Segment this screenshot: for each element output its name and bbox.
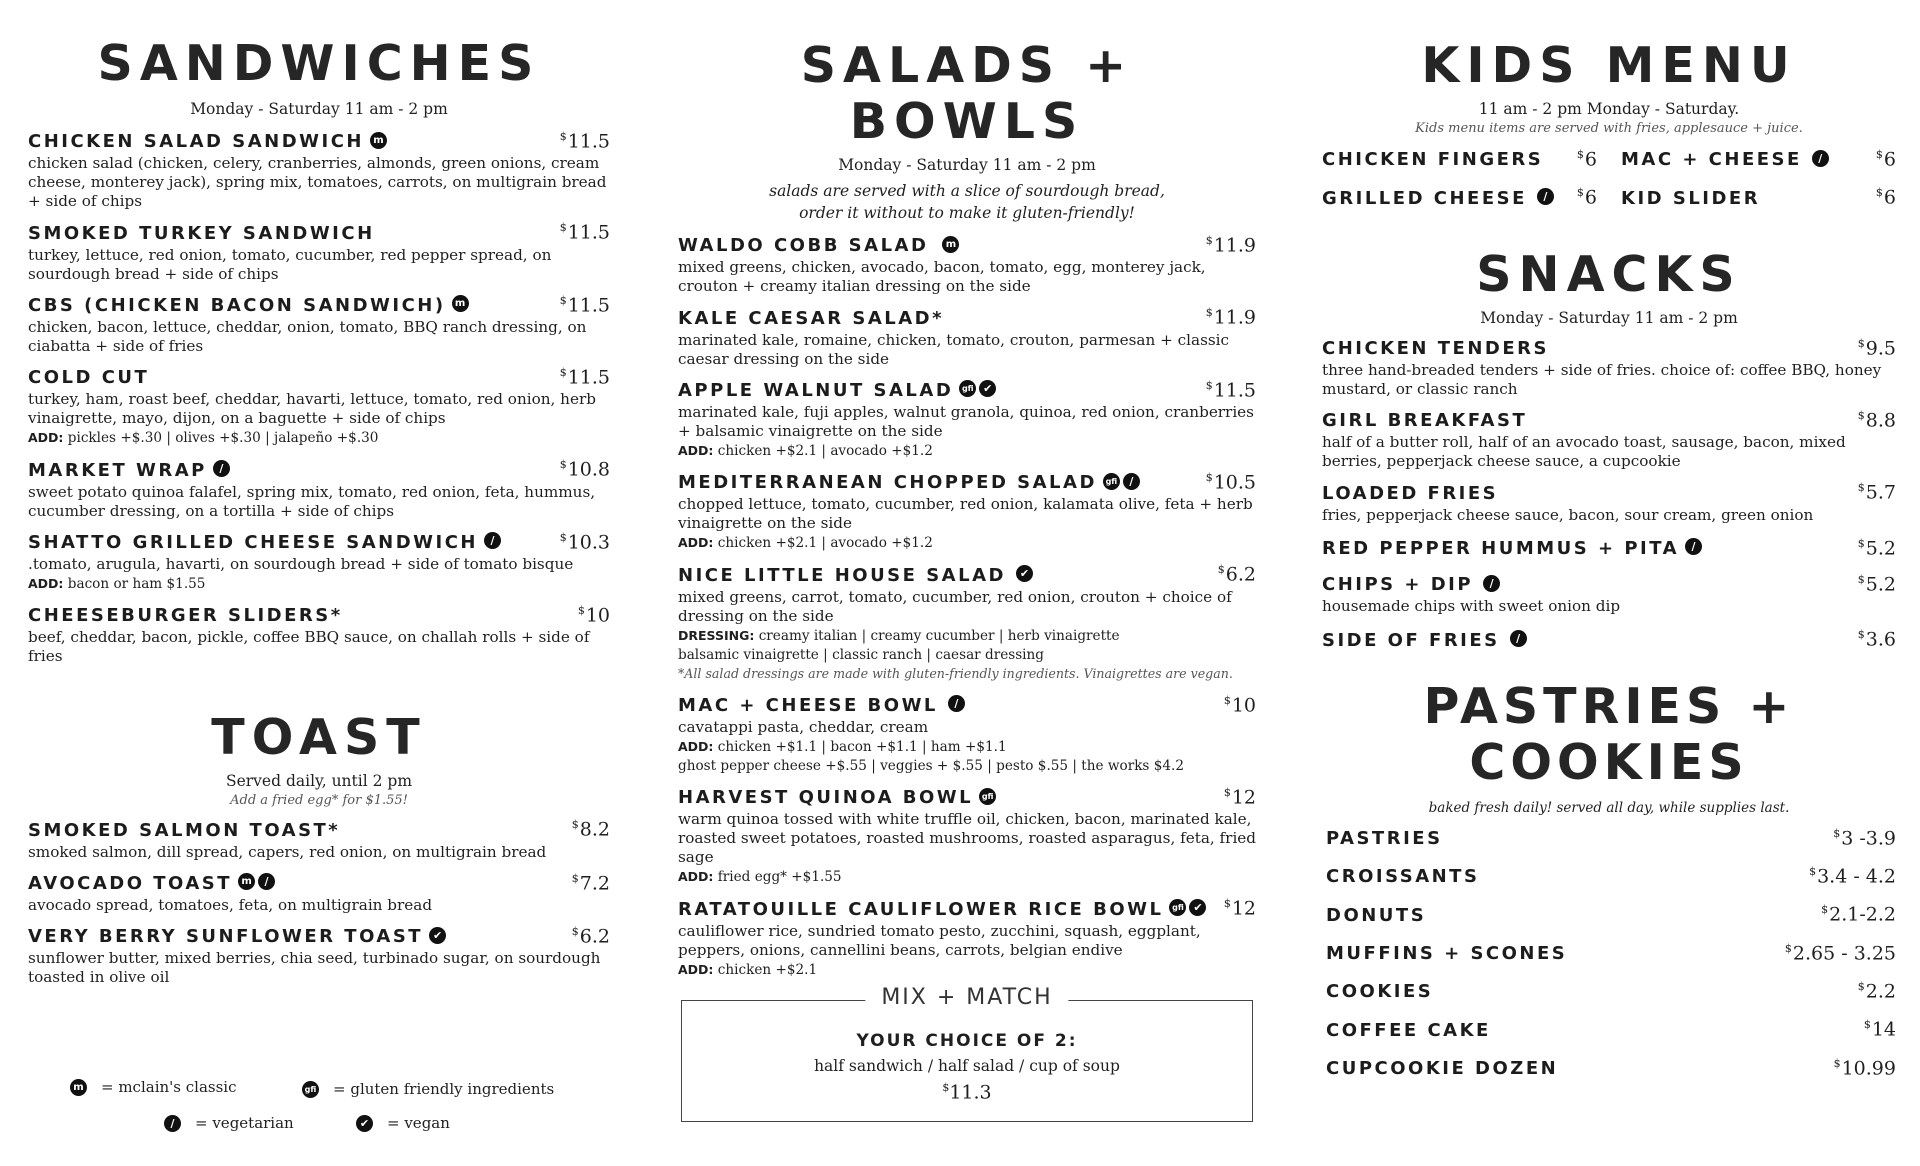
menu-item: [1322, 337, 1896, 399]
item-description: cavatappi pasta, cheddar, cream: [678, 717, 929, 736]
item-name: CROISSANTS: [1326, 866, 1480, 888]
menu-item: [1322, 409, 1896, 471]
item-description: marinated kale, romaine, chicken, tomato, crouton, parmesan + classic caesar dressing on the side: [678, 330, 1230, 368]
kids-row: [1322, 148, 1896, 172]
item-name: GRILLED CHEESE: [1322, 187, 1527, 209]
item-name: PASTRIES: [1326, 827, 1443, 849]
toast-note: Add a fried egg* for $1.55!: [230, 793, 408, 809]
item-price: $7.2: [571, 871, 610, 894]
mix-options: half sandwich / half salad / cup of soup: [814, 1057, 1120, 1075]
item-description: .tomato, arugula, havarti, on sourdough bread + side of tomato bisque: [28, 554, 574, 573]
item-name: COOKIES: [1326, 981, 1434, 1003]
item-name: CHICKEN SALAD SANDWICH: [28, 131, 364, 153]
menu-item: [1322, 903, 1896, 927]
menu-item: [1322, 148, 1597, 172]
legend-classic: m = mclain's classic: [70, 1078, 236, 1096]
item-name: VERY BERRY SUNFLOWER TOAST: [28, 926, 424, 948]
item-price: $12: [1223, 785, 1256, 809]
menu-item: [678, 306, 1256, 368]
vegetarian-icon: ∕: [1812, 150, 1829, 167]
gluten-friendly-icon: gfi: [302, 1081, 319, 1098]
vegetarian-icon: ∕: [948, 695, 965, 712]
item-price: $11.5: [559, 293, 610, 316]
toast-title: TOAST: [211, 709, 427, 767]
dressing-options-2: balsamic vinaigrette | classic ranch | caesar dressing: [678, 646, 1044, 663]
item-addons: ADD: chicken +$1.1 | bacon +$1.1 | ham +$1.1: [678, 738, 1007, 755]
item-name: SMOKED TURKEY SANDWICH: [28, 222, 375, 244]
item-name: CHIPS + DIP: [1322, 574, 1474, 596]
menu-item: [28, 221, 610, 283]
mclains-classic-icon: m: [70, 1079, 87, 1096]
item-description: turkey, lettuce, red onion, tomato, cucumber, red pepper spread, on sourdough bread + side of chips: [28, 245, 552, 283]
item-description: sunflower butter, mixed berries, chia seed, turbinado sugar, on sourdough toasted in olive oil: [28, 949, 601, 987]
item-description: turkey, ham, roast beef, cheddar, havarti, lettuce, tomato, red onion, herb vinaigrette, mayo, dijon, on a baguette + side of chips: [28, 390, 596, 428]
item-name: RATATOUILLE CAULIFLOWER RICE BOWL: [678, 898, 1164, 920]
mclains-classic-icon: m: [370, 132, 387, 149]
vegan-icon: ✔: [1016, 565, 1033, 582]
item-price: $10: [577, 603, 610, 627]
vegetarian-icon: ∕: [1510, 630, 1527, 647]
menu-item: [28, 604, 610, 666]
kids-snacks-pastries-column: [1322, 0, 1896, 1081]
gluten-friendly-icon: gfi: [959, 380, 976, 397]
item-name: SHATTO GRILLED CHEESE SANDWICH: [28, 531, 478, 553]
kids-row: [1322, 186, 1896, 210]
item-description: mixed greens, carrot, tomato, cucumber, red onion, crouton + choice of dressing on the side: [678, 587, 1232, 625]
item-name: APPLE WALNUT SALAD: [678, 379, 954, 401]
item-price: $6: [1875, 148, 1896, 171]
vegetarian-icon: ∕: [258, 873, 275, 890]
menu-item: [678, 786, 1256, 887]
vegetarian-icon: ∕: [164, 1115, 181, 1132]
item-price: $11.5: [559, 130, 610, 153]
item-description: cauliflower rice, sundried tomato pesto, zucchini, squash, eggplant, peppers, onions, cannellini beans, carrots, belgian endive: [678, 921, 1201, 959]
item-price: $2.1-2.2: [1821, 903, 1896, 926]
menu-item: [28, 294, 610, 356]
item-addons: ADD: pickles +$.30 | olives +$.30 | jalapeño +$.30: [28, 430, 379, 447]
item-price: $10: [1223, 693, 1256, 716]
menu-item: [1322, 537, 1896, 561]
menu-item: [1621, 186, 1896, 210]
item-description: chicken salad (chicken, celery, cranberries, almonds, green onions, cream cheese, monterey jack), spring mix, tomatoes, carrots, on multigrain bread + side of chips: [28, 154, 607, 211]
salads-title: SALADS + BOWLS: [800, 37, 1134, 150]
vegan-icon: ✔: [429, 927, 446, 944]
item-name: KID SLIDER: [1621, 187, 1761, 209]
menu-item: [1322, 942, 1896, 966]
item-description: mixed greens, chicken, avocado, bacon, tomato, egg, monterey jack, crouton + creamy italian dressing on the side: [678, 258, 1206, 296]
item-price: $12: [1223, 897, 1256, 920]
item-price: $5.2: [1857, 572, 1896, 596]
menu-item: [1322, 573, 1896, 616]
item-name: SMOKED SALMON TOAST*: [28, 819, 341, 841]
item-addons-2: ghost pepper cheese +$.55 | veggies + $.55 | pesto $.55 | the works $4.2: [678, 757, 1184, 774]
item-name: MUFFINS + SCONES: [1326, 942, 1568, 964]
menu-item: [678, 563, 1256, 681]
mix-choice: YOUR CHOICE OF 2:: [856, 1031, 1078, 1051]
item-description: chopped lettuce, tomato, cucumber, red onion, kalamata olive, feta + herb vinaigrette on the side: [678, 495, 1253, 533]
vegan-icon: ✔: [356, 1115, 373, 1132]
sandwiches-column: [28, 0, 610, 987]
item-price: $11.5: [559, 221, 610, 244]
kids-note: Kids menu items are served with fries, applesauce + juice.: [1415, 121, 1803, 136]
item-name: GIRL BREAKFAST: [1322, 410, 1528, 432]
item-name: COLD CUT: [28, 367, 150, 389]
salads-intro: salads are served with a slice of sourdough bread,: [769, 182, 1165, 200]
menu-item: [1322, 1057, 1896, 1081]
item-price: $11.5: [559, 365, 610, 389]
item-description: half of a butter roll, half of an avocado toast, sausage, bacon, mixed berries, pepperjack cheese sauce, a cupcookie: [1322, 433, 1846, 471]
item-price: $10.3: [559, 530, 610, 553]
mclains-classic-icon: m: [452, 295, 469, 312]
menu-item: [28, 872, 610, 915]
item-name: CHICKEN TENDERS: [1322, 337, 1549, 359]
kids-title: KIDS MENU: [1421, 37, 1797, 94]
vegetarian-icon: ∕: [484, 532, 501, 549]
item-price: $6: [1875, 186, 1896, 209]
item-price: $5.7: [1857, 481, 1896, 504]
menu-item: [1322, 628, 1896, 652]
menu-item: [678, 234, 1256, 296]
menu-item: [28, 925, 610, 987]
item-addons: ADD: fried egg* +$1.55: [678, 869, 842, 886]
item-addons: ADD: chicken +$2.1: [678, 961, 818, 978]
item-description: avocado spread, tomatoes, feta, on multigrain bread: [28, 895, 433, 914]
menu-item: [1322, 980, 1896, 1004]
item-description: housemade chips with sweet onion dip: [1322, 597, 1621, 616]
item-name: SIDE OF FRIES: [1322, 629, 1500, 651]
snacks-hours: Monday - Saturday 11 am - 2 pm: [1480, 308, 1738, 327]
item-description: sweet potato quinoa falafel, spring mix, tomato, red onion, feta, hummus, cucumber dressing, on a tortilla + side of chips: [28, 482, 596, 520]
item-price: $3.4 - 4.2: [1809, 864, 1896, 888]
item-price: $8.2: [571, 818, 610, 841]
item-name: LOADED FRIES: [1322, 482, 1499, 504]
item-price: $6: [1576, 186, 1597, 209]
item-name: MAC + CHEESE: [1621, 149, 1802, 171]
legend-gluten-friendly: gfi = gluten friendly ingredients: [302, 1080, 554, 1098]
item-name: CHICKEN FINGERS: [1322, 149, 1544, 171]
item-price: $8.8: [1857, 408, 1896, 432]
item-price: $6: [1576, 148, 1597, 171]
item-name: WALDO COBB SALAD: [678, 235, 929, 257]
item-description: smoked salmon, dill spread, capers, red onion, on multigrain bread: [28, 842, 547, 861]
item-price: $14: [1863, 1018, 1896, 1041]
item-description: warm quinoa tossed with white truffle oil, chicken, bacon, marinated kale, roasted sweet potatoes, roasted mushrooms, roasted asparagus, feta, fried sage: [678, 810, 1257, 867]
item-price: $9.5: [1857, 336, 1896, 359]
vegetarian-icon: ∕: [1537, 188, 1554, 205]
menu-item: [678, 694, 1256, 776]
item-description: marinated kale, fuji apples, walnut granola, quinoa, red onion, cranberries + balsamic vinaigrette on the side: [678, 402, 1254, 440]
legend-vegetarian: ∕ = vegetarian: [164, 1114, 294, 1132]
item-price: $10.5: [1205, 470, 1256, 494]
menu-item: [28, 458, 610, 520]
mix-price: $11.3: [942, 1081, 992, 1104]
mclains-classic-icon: m: [942, 236, 959, 253]
menu-item: [678, 897, 1256, 979]
item-description: three hand-breaded tenders + side of fries. choice of: coffee BBQ, honey mustard, or classic ranch: [1322, 360, 1882, 398]
item-price: $3 -3.9: [1833, 826, 1896, 849]
item-name: CBS (CHICKEN BACON SANDWICH): [28, 294, 446, 316]
item-description: fries, pepperjack cheese sauce, bacon, sour cream, green onion: [1322, 505, 1814, 524]
item-name: CHEESEBURGER SLIDERS*: [28, 605, 343, 627]
mix-and-match-box: [681, 985, 1253, 1122]
pastries-title: PASTRIES + COOKIES: [1423, 677, 1795, 791]
dressing-options: DRESSING: creamy italian | creamy cucumber | herb vinaigrette: [678, 627, 1120, 644]
salads-intro-2: order it without to make it gluten-friendly!: [799, 204, 1135, 222]
item-name: NICE LITTLE HOUSE SALAD: [678, 564, 1006, 586]
gluten-friendly-icon: gfi: [1103, 473, 1120, 490]
item-description: chicken, bacon, lettuce, cheddar, onion, tomato, BBQ ranch dressing, on ciabatta + side of fries: [28, 317, 587, 355]
menu-item: [28, 366, 610, 448]
vegan-icon: ✔: [979, 380, 996, 397]
menu-item: [1322, 1018, 1896, 1042]
vegetarian-icon: ∕: [1123, 473, 1140, 490]
toast-hours: Served daily, until 2 pm: [225, 772, 413, 791]
pastries-intro: baked fresh daily! served all day, while supplies last.: [1428, 799, 1790, 816]
snacks-title: SNACKS: [1476, 245, 1742, 303]
item-price: $10.8: [559, 458, 610, 481]
menu-item: [1621, 148, 1896, 172]
item-name: RED PEPPER HUMMUS + PITA: [1322, 537, 1680, 559]
item-price: $2.2: [1857, 979, 1896, 1003]
legend-vegan: ✔ = vegan: [356, 1114, 450, 1132]
dressing-footnote: *All salad dressings are made with gluten-friendly ingredients. Vinaigrettes are vegan.: [678, 665, 1233, 681]
item-name: HARVEST QUINOA BOWL: [678, 787, 974, 809]
menu-item: [28, 531, 610, 594]
salads-hours: Monday - Saturday 11 am - 2 pm: [838, 156, 1096, 174]
item-name: CUPCOOKIE DOZEN: [1326, 1057, 1559, 1079]
item-price: $5.2: [1857, 536, 1896, 559]
item-price: $10.99: [1833, 1056, 1896, 1079]
item-addons: ADD: chicken +$2.1 | avocado +$1.2: [678, 535, 933, 552]
menu-item: [1322, 865, 1896, 889]
menu-item: [1322, 827, 1896, 851]
item-name: KALE CAESAR SALAD*: [678, 307, 945, 329]
sandwiches-title: SANDWICHES: [97, 35, 541, 92]
item-description: beef, cheddar, bacon, pickle, coffee BBQ sauce, on challah rolls + side of fries: [28, 628, 590, 666]
menu-item: [1322, 186, 1597, 210]
vegetarian-icon: ∕: [1483, 575, 1500, 592]
item-name: AVOCADO TOAST: [28, 872, 233, 894]
menu-item: [28, 130, 610, 211]
item-price: $6.2: [1217, 563, 1256, 586]
sandwiches-hours: Monday - Saturday 11 am - 2 pm: [190, 100, 448, 118]
item-price: $11.5: [1205, 378, 1256, 401]
item-name: MARKET WRAP: [28, 459, 207, 481]
item-addons: ADD: chicken +$2.1 | avocado +$1.2: [678, 442, 933, 459]
menu-item: [678, 471, 1256, 553]
kids-hours: 11 am - 2 pm Monday - Saturday.: [1478, 100, 1740, 118]
vegetarian-icon: ∕: [213, 460, 230, 477]
item-name: MAC + CHEESE BOWL: [678, 694, 938, 716]
item-price: $2.65 - 3.25: [1784, 941, 1896, 964]
mix-title: MIX + MATCH: [865, 985, 1068, 1010]
item-price: $11.9: [1205, 306, 1256, 329]
salads-column: [678, 0, 1256, 980]
vegan-icon: ✔: [1189, 899, 1206, 916]
item-name: COFFEE CAKE: [1326, 1019, 1491, 1041]
item-price: $11.9: [1205, 234, 1256, 257]
menu-item: [28, 818, 610, 861]
item-price: $6.2: [571, 924, 610, 948]
vegetarian-icon: ∕: [1685, 538, 1702, 555]
item-name: MEDITERRANEAN CHOPPED SALAD: [678, 472, 1097, 494]
gluten-friendly-icon: gfi: [979, 788, 996, 805]
mclains-classic-icon: m: [238, 873, 255, 890]
menu-item: [1322, 481, 1896, 524]
item-price: $3.6: [1857, 628, 1896, 651]
menu-item: [678, 379, 1256, 461]
item-name: DONUTS: [1326, 904, 1427, 926]
gluten-friendly-icon: gfi: [1169, 899, 1186, 916]
item-addons: ADD: bacon or ham $1.55: [28, 575, 206, 592]
